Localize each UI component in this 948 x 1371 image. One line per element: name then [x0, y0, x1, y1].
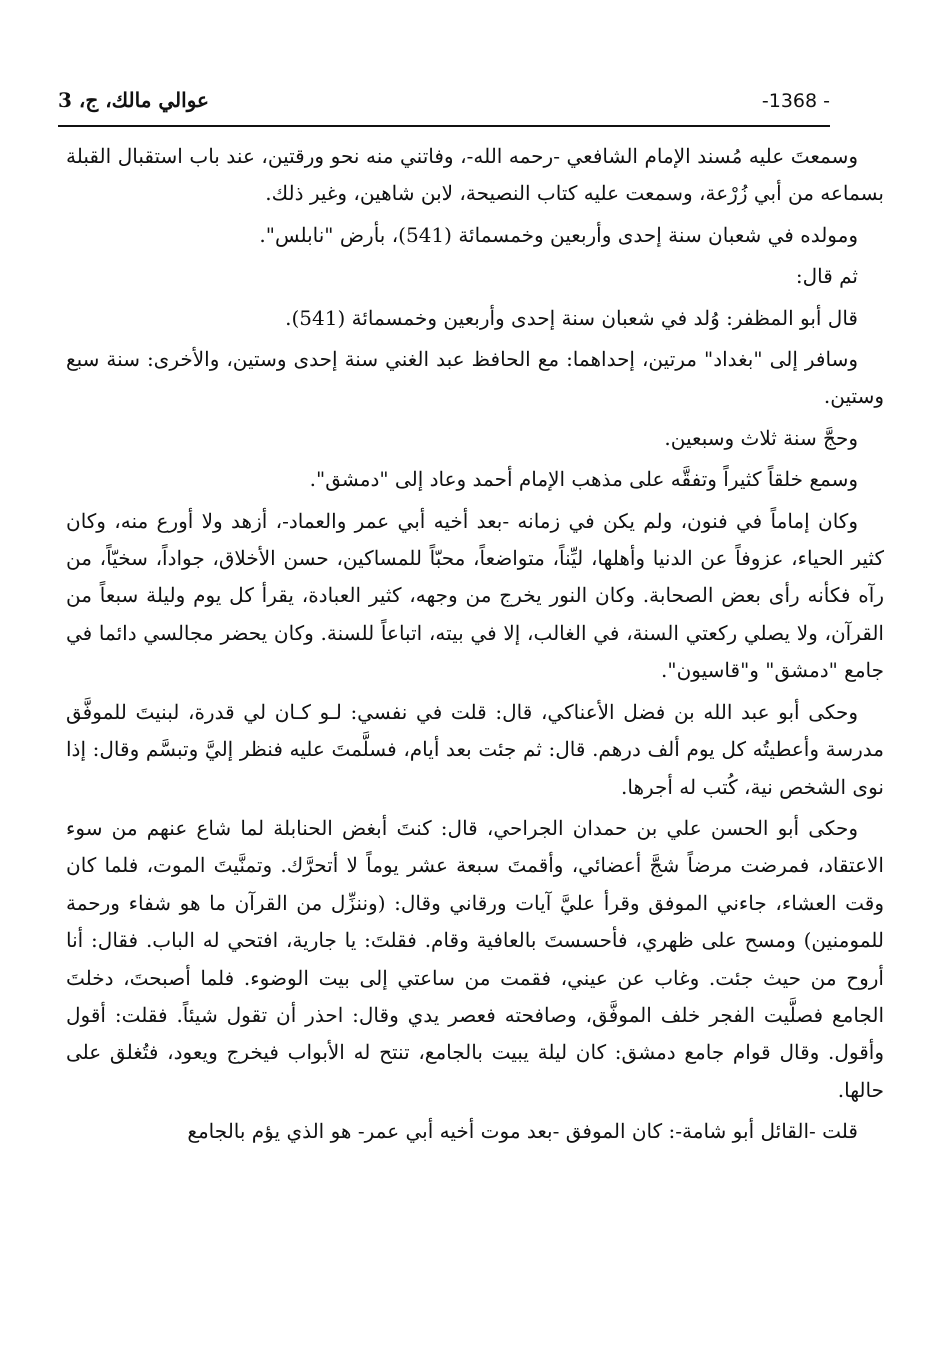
paragraph: قال أبو المظفر: وُلد في شعبان سنة إحدى وأربعين وخمسمائة (541). — [285, 305, 858, 330]
page-header — [58, 88, 830, 122]
paragraph: وكان إماماً في فنون، ولم يكن في زمانه -بعد أخيه أبي عمر والعماد-، أزهد ولا أورع منه، وكان كثير الحياء، عزوفاً عن الدنيا وأهلها، ليِّناً، متواضعاً، محبّاً للمساكين، حسن الأخلاق، جواداً، سخيّاً، من رآه فكأنه رأى بعض الصحابة. وكان النور يخرج من وجهه، كثير العبادة، يقرأ كل يوم وليلة سبعاً من القرآن، ولا يصلي ركعتي السنة، في الغالب، إلا في بيته، اتباعاً للسنة. وكان يحضر مجالسي دائما في جامع "دمشق" و"قاسيون". — [66, 508, 885, 683]
paragraph: وحكى أبو الحسن علي بن حمدان الجراحي، قال: كنتَ أبغض الحنابلة لما شاع عنهم من سوء الاعتقاد، فمرضت مرضاً شجَّ أعضائي، وأقمتَ سبعة عشر يوماً لا أتحرَّك. وتمنَّيتَ الموت، فلما كان وقت العشاء، جاءني الموفق وقرأ عليَّ آيات ورقاني وقال: (وننزِّل من القرآن ما هو شفاء ورحمة للمومنين) ومسح على ظهري، فأحسستَ بالعافية وقام. فقلتَ: يا جارية، افتحي له الباب. فقال: أنا أروح من حيث جئت. وغاب عن عيني، فقمت من ساعتي إلى بيت الوضوء. فلما أصبحتَ، دخلتَ الجامع فصلَّيت الفجر خلف الموفَّق، وصافحته فعصر يدي وقال: احذر أن تقول شيئاً. فقلت: أقول وأقول. وقال قوام جامع دمشق: كان ليلة يبيت بالجامع، تنتح له الأبواب فيخرج ويعود، فتُغلق على حالها. — [66, 815, 884, 1102]
paragraph: وسمعتَ عليه مُسند الإمام الشافعي -رحمه الله-، وفاتني منه نحو ورقتين، عند باب استقبال القبلة بسماعه من أبي زُرْعة، وسمعت عليه كتاب النصيحة، لابن شاهين، وغير ذلك. — [66, 144, 884, 206]
page-number: -1368 - — [761, 90, 830, 112]
paragraph: وحجَّ سنة ثلاث وسبعين. — [664, 425, 858, 450]
body-text — [66, 138, 884, 1155]
paragraph: ثم قال: — [795, 264, 858, 289]
running-title: عوالي مالك، ج، 3 — [58, 88, 209, 112]
header-rule — [58, 125, 830, 127]
paragraph: قلت -القائل أبو شامة-: كان الموفق -بعد موت أخيه أبي عمر- هو الذي يؤم بالجامع — [187, 1119, 858, 1144]
paragraph: وسمع خلقاً كثيراً وتفقَّه على مذهب الإمام أحمد وعاد إلى "دمشق". — [309, 467, 858, 492]
paragraph: وسافر إلى "بغداد" مرتين، إحداهما: مع الحافظ عبد الغني سنة إحدى وستين، والأخرى: سنة سبع وستين. — [66, 347, 884, 409]
paragraph: ومولده في شعبان سنة إحدى وأربعين وخمسمائة (541)، بأرض "نابلس". — [259, 222, 858, 247]
paragraph: وحكى أبو عبد الله بن فضل الأعناكي، قال: قلت في نفسي: لـو كـان لي قدرة، لبنيتَ للموفَّق مدرسة وأعطيتُه كل يوم ألف درهم. قال: ثم جئت بعد أيام، فسلَّمتَ عليه فنظر إليَّ وتبسَّم وقال: إذا نوى الشخص نية، كُتب له أجرها. — [66, 699, 884, 799]
